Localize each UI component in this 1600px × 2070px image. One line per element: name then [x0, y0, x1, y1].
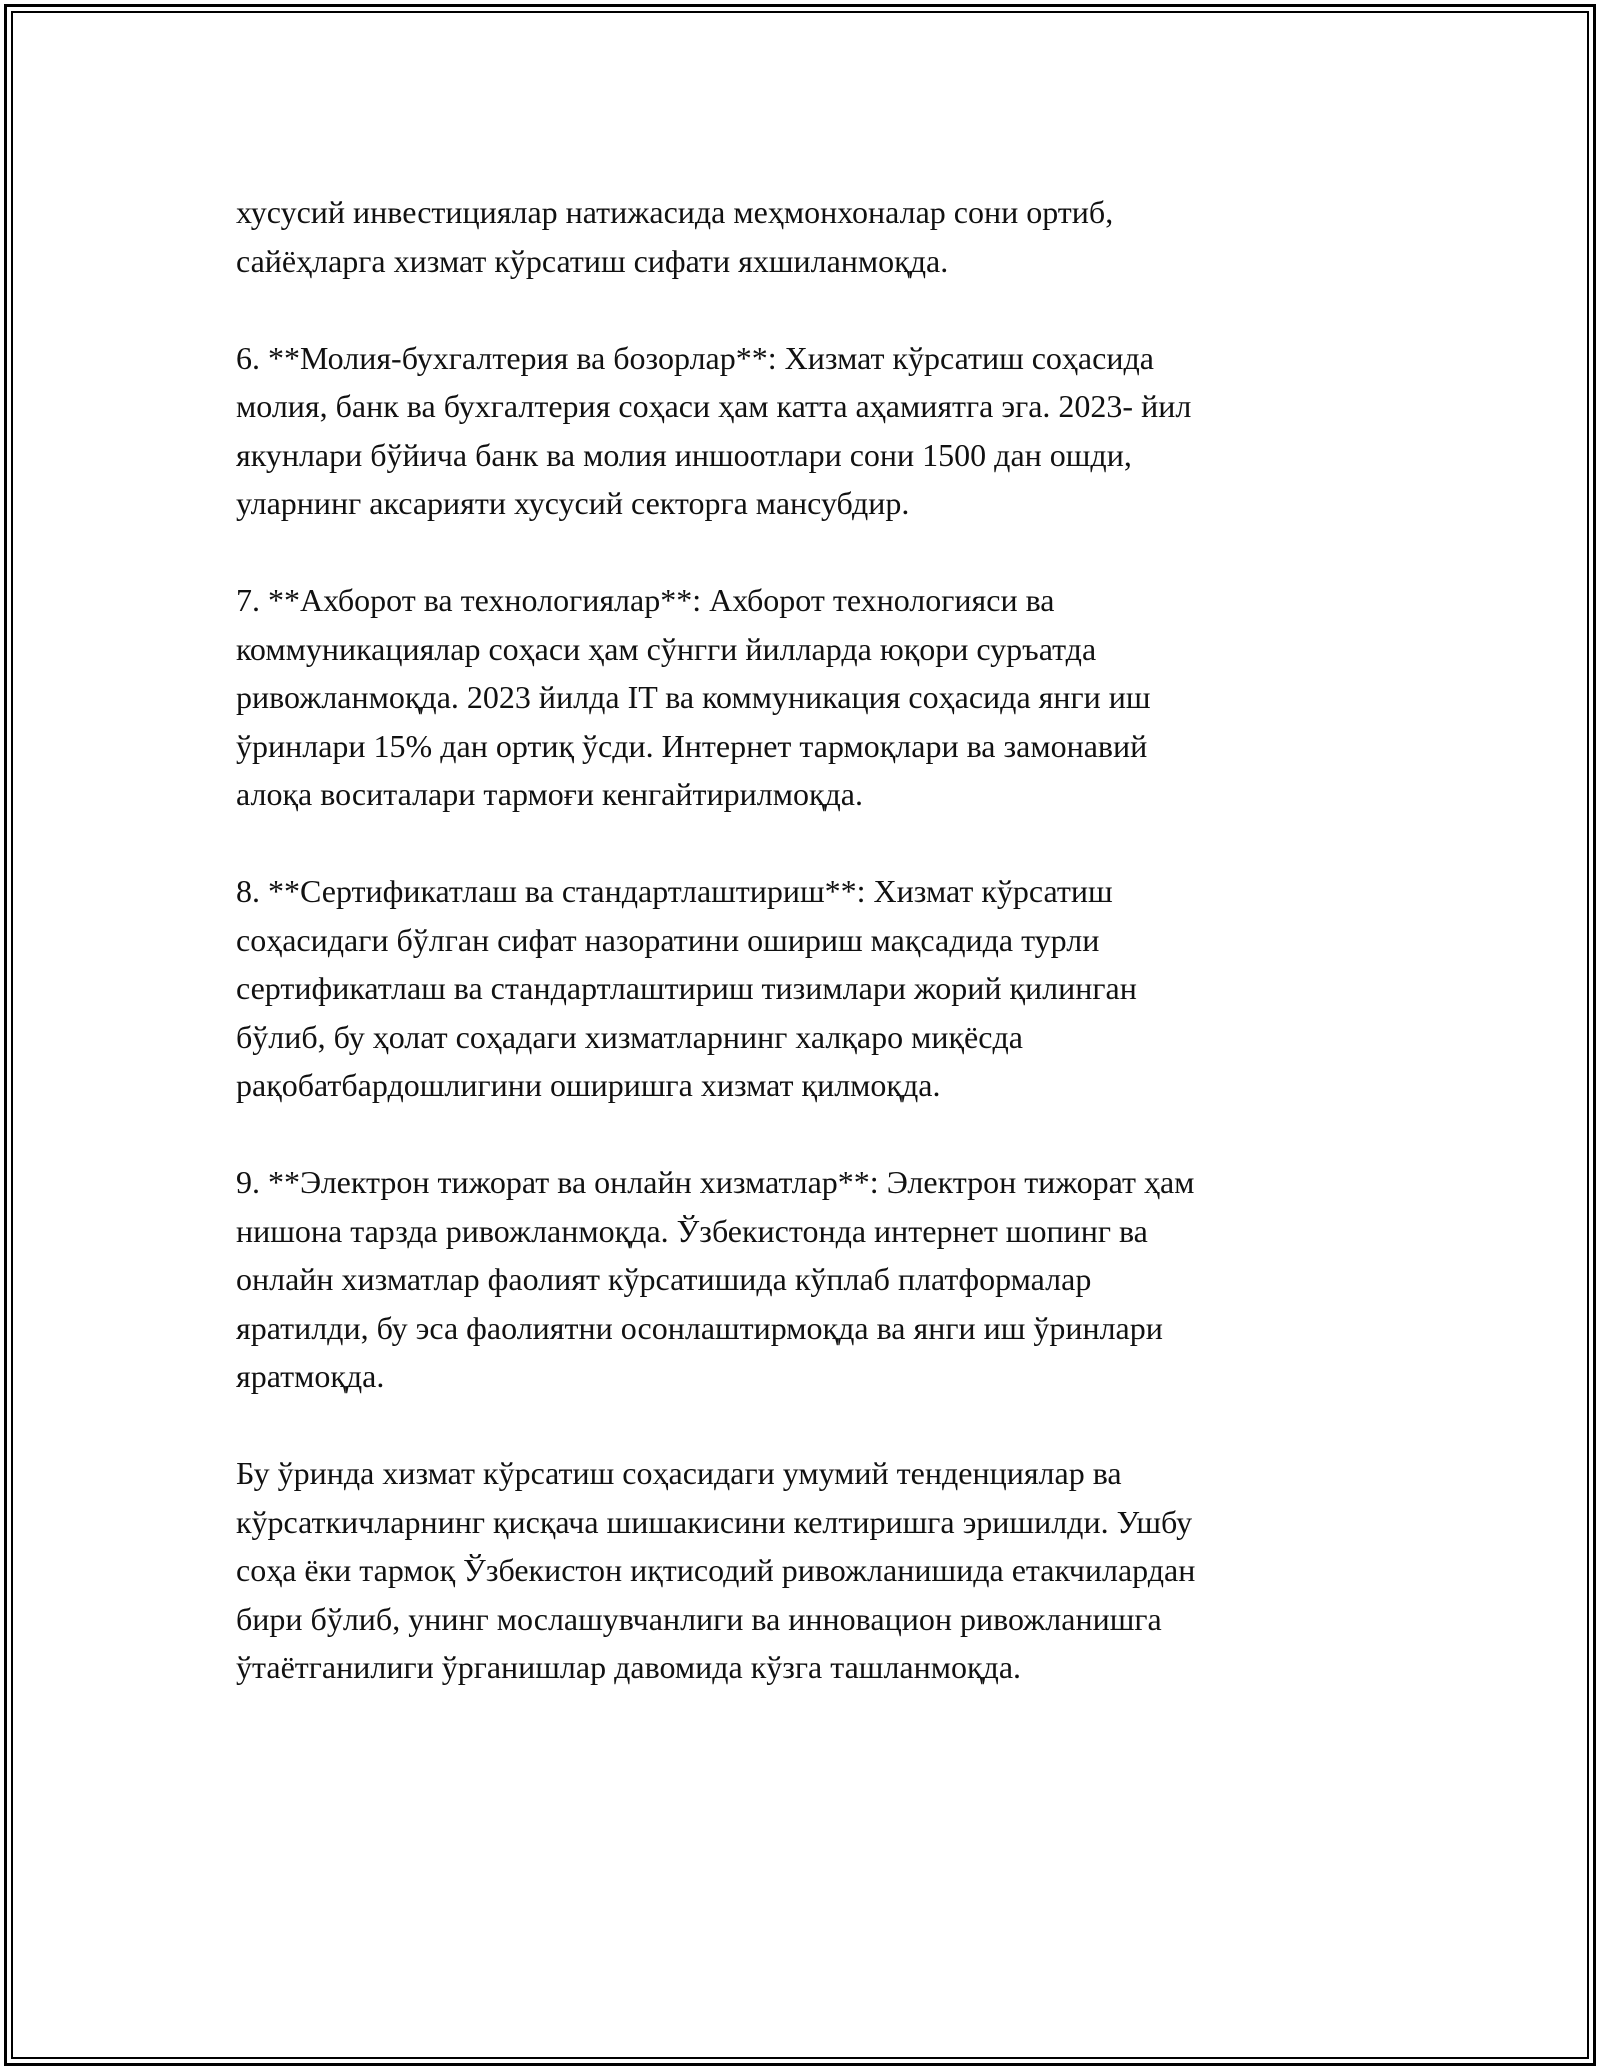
document-body [236, 188, 1366, 1740]
paragraph-finance-accounting: 6. **Молия-бухгалтерия ва бозорлар**: Хизмат кўрсатиш соҳасида молия, банк ва бухгалтерия соҳаси ҳам катта аҳамиятга эга. 2023- йил якунлари бўйича банк ва молия иншоотлари сони 1500 дан ошди, уларнинг аксарияти хусусий секторга мансубдир. [236, 339, 1192, 521]
paragraph-certification-standardization: 8. **Сертификатлаш ва стандартлаштириш**: Хизмат кўрсатиш соҳасидаги бўлган сифат назоратини ошириш мақсадида турли сертификатлаш ва стандартлаштириш тизимлари жорий қилинган бўлиб, бу ҳолат соҳадаги хизматларнинг халқаро миқёсда рақобатбардошлигини оширишга хизмат қилмоқда. [236, 873, 1137, 1103]
paragraph-conclusion: Бу ўринда хизмат кўрсатиш соҳасидаги умумий тенденциялар ва кўрсаткичларнинг қисқача шишакисини келтиришга эришилди. Ушбу соҳа ёки тармоқ Ўзбекистон иқтисодий ривожланишида етакчилардан бири бўлиб, унинг мослашувчанлиги ва инновацион ривожланишга ўтаётганилиги ўрганишлар давомида кўзга ташланмоқда. [236, 1455, 1196, 1685]
paragraph-information-technology: 7. **Ахборот ва технологиялар**: Ахборот технологияси ва коммуникациялар соҳаси ҳам сўнгги йилларда юқори суръатда ривожланмоқда. 2023 йилда IT ва коммуникация соҳасида янги иш ўринлари 15% дан ортиқ ўсди. Интернет тармоқлари ва замонавий алоқа воситалари тармоғи кенгайтирилмоқда. [236, 582, 1151, 812]
paragraph-hotels-continuation: хусусий инвестициялар натижасида меҳмонхоналар сони ортиб, сайёҳларга хизмат кўрсатиш сифати яхшиланмоқда. [236, 194, 1114, 279]
paragraph-e-commerce: 9. **Электрон тижорат ва онлайн хизматлар**: Электрон тижорат ҳам нишона тарзда ривожланмоқда. Ўзбекистонда интернет шопинг ва онлайн хизматлар фаолият кўрсатишида кўплаб платформалар яратилди, бу эса фаолиятни осонлаштирмоқда ва янги иш ўринлари яратмоқда. [236, 1164, 1195, 1394]
